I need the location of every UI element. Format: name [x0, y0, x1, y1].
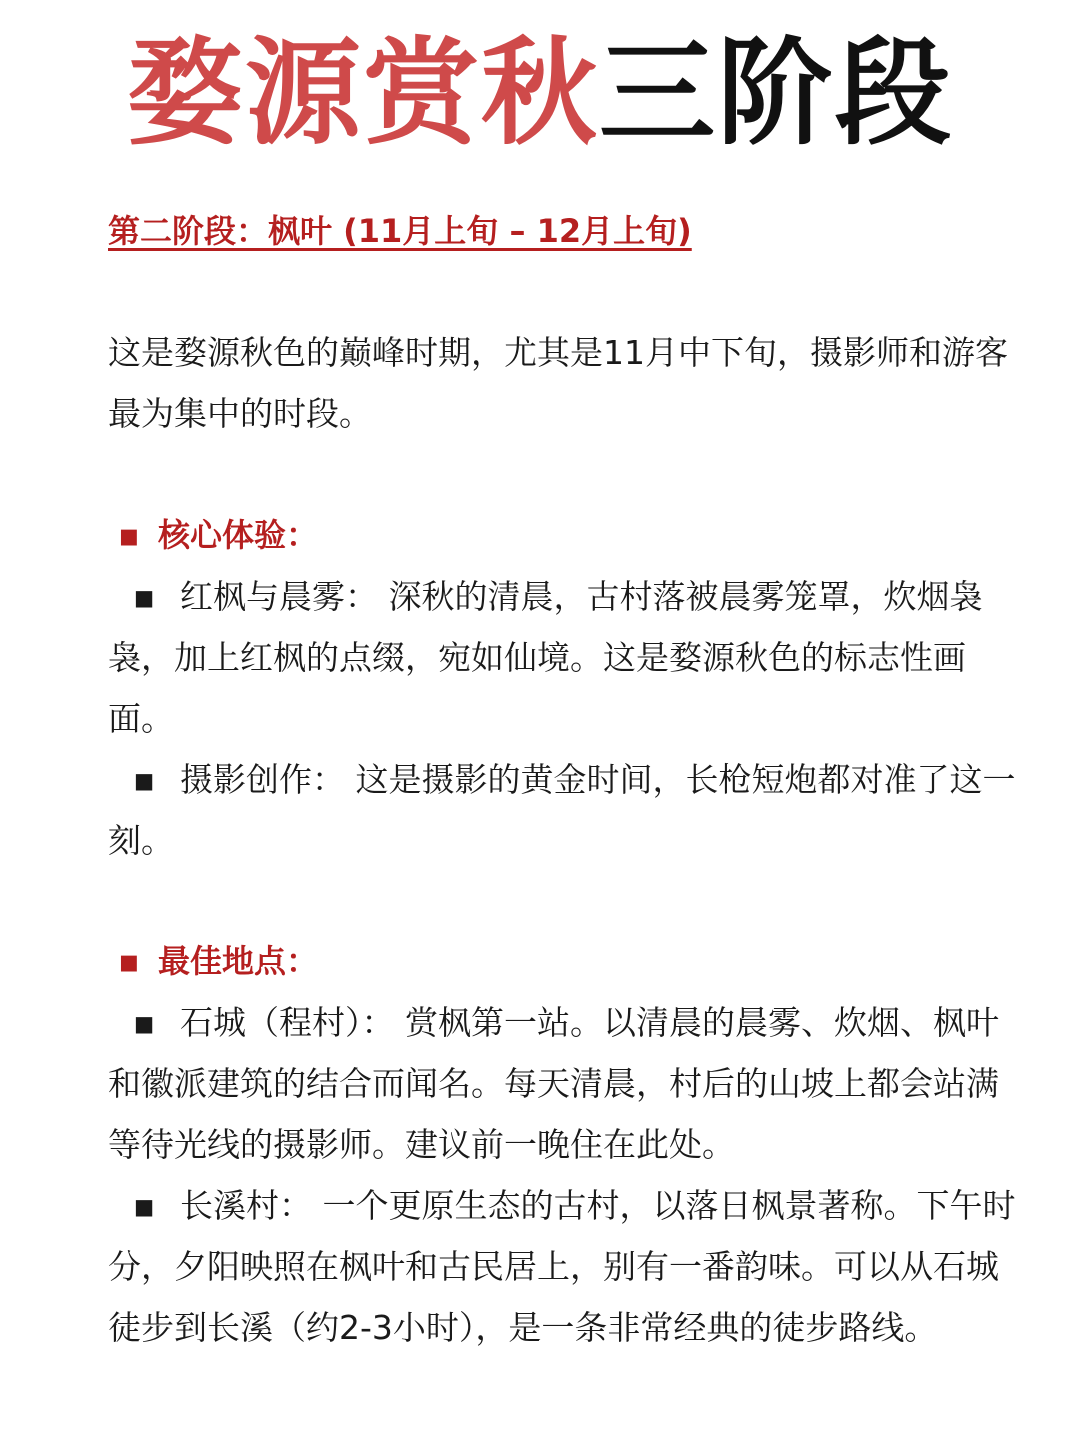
bullet-icon: ▪ [132, 1003, 156, 1042]
item-text: 一个更原生态的古村，以落日枫景著称。下午时分，夕阳映照在枫叶和古民居上，别有一番韵味。可以从石城徒步到长溪（约2-3小时），是一条非常经典的徒步路线。 [108, 1186, 1016, 1347]
section-bullet-icon: ▪ [118, 942, 140, 980]
list-item-photography [108, 749, 1024, 871]
section-bullet-icon: ▪ [118, 516, 140, 554]
item-label: 红枫与晨雾： [180, 577, 378, 616]
item-text: 这是摄影的黄金时间，长枪短炮都对准了这一刻。 [108, 760, 1016, 860]
stage-heading: 第二阶段：枫叶 (11月上旬 – 12月上旬) [108, 212, 692, 250]
page-title [0, 24, 1080, 164]
item-label: 石城（程村）： [180, 1003, 395, 1042]
list-item-changxi [108, 1175, 1024, 1358]
title-red-part: 婺源赏秋 [127, 26, 599, 161]
section-title-best-locations [118, 936, 318, 986]
item-text: 深秋的清晨，古村落被晨雾笼罩，炊烟袅袅，加上红枫的点缀，宛如仙境。这是婺源秋色的标志性画面。 [108, 577, 983, 738]
section-title-core-experience [118, 510, 318, 560]
title-black-part: 三阶段 [599, 26, 953, 161]
item-text: 赏枫第一站。以清晨的晨雾、炊烟、枫叶和徽派建筑的结合而闻名。每天清晨，村后的山坡上都会站满等待光线的摄影师。建议前一晚住在此处。 [108, 1003, 999, 1164]
bullet-icon: ▪ [132, 760, 156, 799]
item-label: 摄影创作： [180, 760, 345, 799]
bullet-icon: ▪ [132, 577, 156, 616]
section-title-text: 核心体验： [158, 516, 319, 554]
section-title-text: 最佳地点： [158, 942, 319, 980]
list-item-shicheng [108, 992, 1024, 1175]
item-label: 长溪村： [180, 1186, 312, 1225]
stage-intro: 这是婺源秋色的巅峰时期，尤其是11月中下旬，摄影师和游客最为集中的时段。 [108, 333, 1008, 433]
bullet-icon: ▪ [132, 1186, 156, 1225]
list-item-red-maple-mist [108, 566, 1024, 749]
